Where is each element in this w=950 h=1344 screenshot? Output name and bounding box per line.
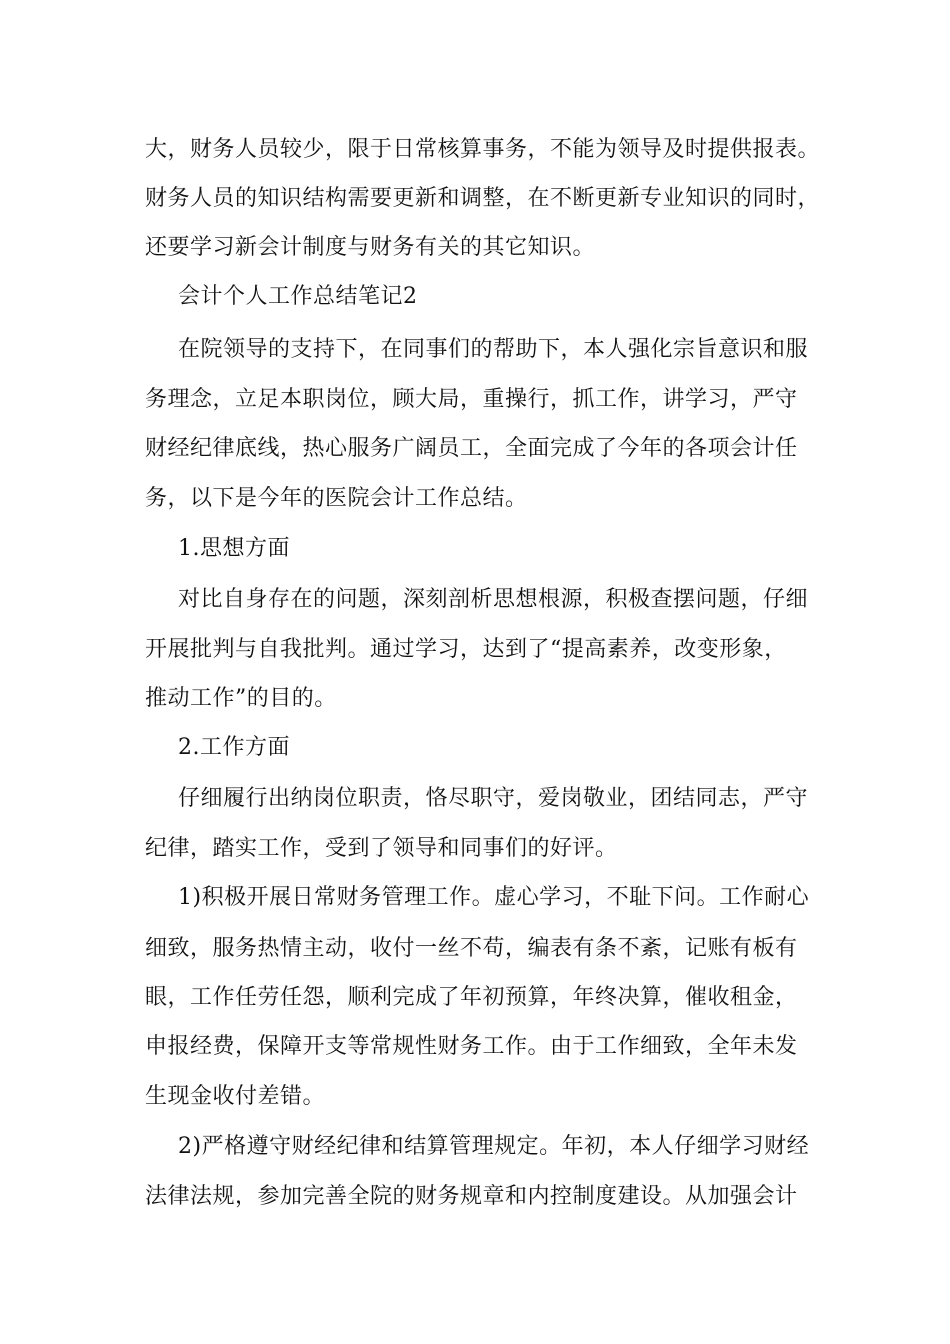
text-line: 申报经费，保障开支等常规性财务工作。由于工作细致，全年未发 <box>145 1034 798 1059</box>
text-line: 开展批判与自我批判。通过学习，达到了“提高素养，改变形象， <box>145 637 787 662</box>
text-line: 眼，工作任劳任怨，顺利完成了年初预算，年终决算，催收租金， <box>145 985 798 1010</box>
text-line: 财经纪律底线，热心服务广阔员工，全面完成了今年的各项会计任 <box>145 436 798 461</box>
text-line: 财务人员的知识结构需要更新和调整，在不断更新专业知识的同时， <box>145 186 821 211</box>
text-line: 还要学习新会计制度与财务有关的其它知识。 <box>145 235 596 260</box>
text-line: 2)严格遵守财经纪律和结算管理规定。年初，本人仔细学习财经 <box>178 1134 810 1159</box>
subsection-heading: 2.工作方面 <box>178 735 290 760</box>
text-line: 对比自身存在的问题，深刻剖析思想根源，积极查摆问题，仔细 <box>178 587 809 612</box>
text-line: 法律法规，参加完善全院的财务规章和内控制度建设。从加强会计 <box>145 1184 798 1209</box>
text-line: 务，以下是今年的医院会计工作总结。 <box>145 486 528 511</box>
text-line: 推动工作”的目的。 <box>145 686 337 711</box>
text-line: 纪律，踏实工作，受到了领导和同事们的好评。 <box>145 836 618 861</box>
text-line: 在院领导的支持下，在同事们的帮助下，本人强化宗旨意识和服 <box>178 337 809 362</box>
text-line: 生现金收付差错。 <box>145 1084 326 1109</box>
text-line: 务理念，立足本职岗位，顾大局，重操行，抓工作，讲学习，严守 <box>145 387 798 412</box>
text-line: 大，财务人员较少，限于日常核算事务，不能为领导及时提供报表。 <box>145 137 821 162</box>
subsection-heading: 1.思想方面 <box>178 536 290 561</box>
text-line: 细致，服务热情主动，收付一丝不苟，编表有条不紊，记账有板有 <box>145 936 798 961</box>
text-line: 1)积极开展日常财务管理工作。虚心学习，不耻下问。工作耐心 <box>178 885 810 910</box>
text-line: 仔细履行出纳岗位职责，恪尽职守，爱岗敬业，团结同志，严守 <box>178 786 809 811</box>
section-heading: 会计个人工作总结笔记2 <box>178 284 418 309</box>
